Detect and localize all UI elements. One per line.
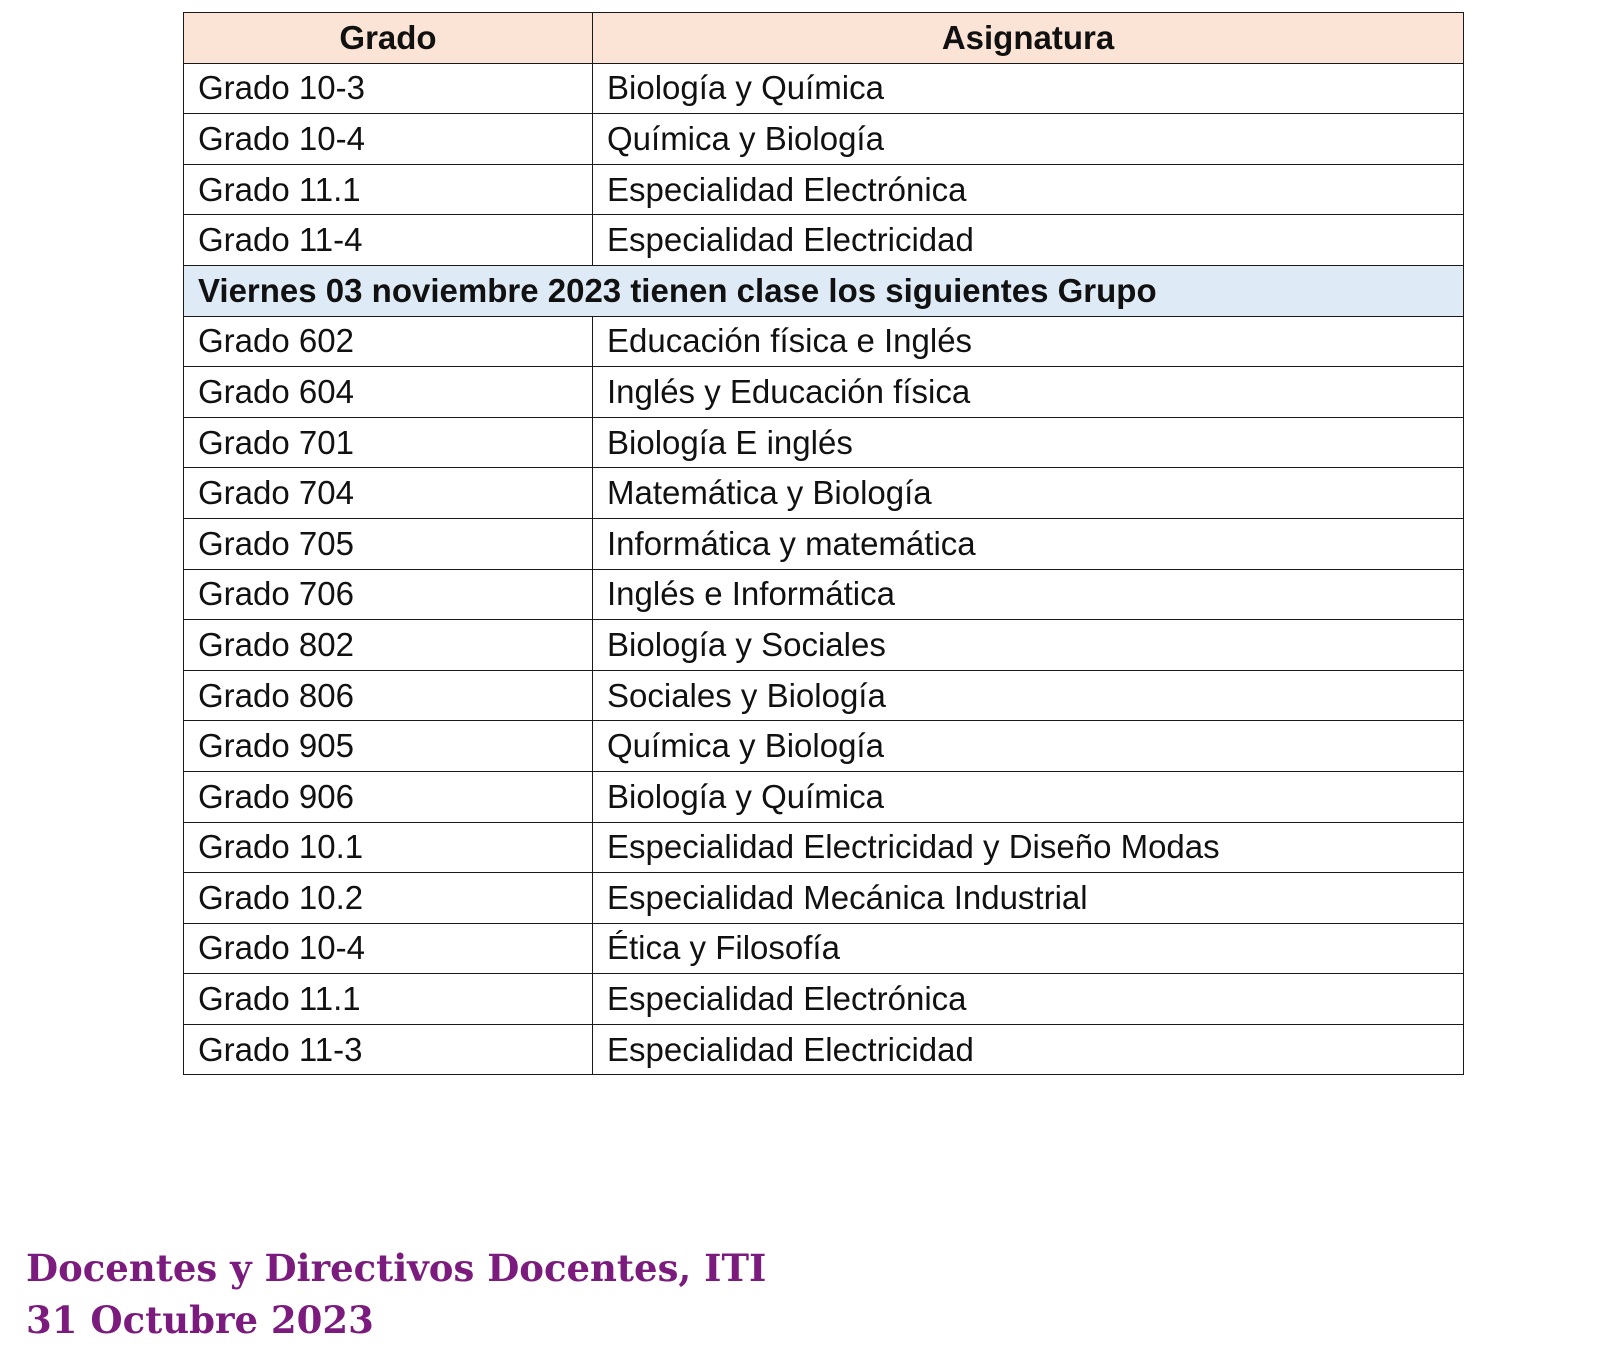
table-header-row bbox=[184, 13, 1464, 64]
asignatura-cell: Educación física e Inglés bbox=[593, 316, 1464, 367]
grado-cell: Grado 604 bbox=[184, 367, 593, 418]
grado-cell: Grado 706 bbox=[184, 569, 593, 620]
asignatura-cell: Biología y Química bbox=[593, 63, 1464, 114]
grado-cell: Grado 11-3 bbox=[184, 1024, 593, 1075]
table-row bbox=[184, 468, 1464, 519]
table-row bbox=[184, 771, 1464, 822]
grado-cell: Grado 906 bbox=[184, 771, 593, 822]
asignatura-cell: Sociales y Biología bbox=[593, 670, 1464, 721]
footer-signature: Docentes y Directivos Docentes, ITI bbox=[26, 1246, 767, 1290]
table-row bbox=[184, 367, 1464, 418]
table-row bbox=[184, 215, 1464, 266]
asignatura-cell: Biología E inglés bbox=[593, 417, 1464, 468]
grado-cell: Grado 11.1 bbox=[184, 164, 593, 215]
column-header-asignatura: Asignatura bbox=[593, 13, 1464, 64]
section-row bbox=[184, 265, 1464, 316]
asignatura-cell: Química y Biología bbox=[593, 721, 1464, 772]
asignatura-cell: Especialidad Electricidad y Diseño Modas bbox=[593, 822, 1464, 873]
asignatura-cell: Especialidad Electrónica bbox=[593, 974, 1464, 1025]
asignatura-cell: Biología y Sociales bbox=[593, 620, 1464, 671]
footer-date: 31 Octubre 2023 bbox=[26, 1298, 374, 1342]
table-row bbox=[184, 316, 1464, 367]
grado-cell: Grado 10-4 bbox=[184, 923, 593, 974]
grado-cell: Grado 705 bbox=[184, 518, 593, 569]
table-row bbox=[184, 620, 1464, 671]
grado-cell: Grado 11-4 bbox=[184, 215, 593, 266]
asignatura-cell: Inglés y Educación física bbox=[593, 367, 1464, 418]
table-row bbox=[184, 417, 1464, 468]
asignatura-cell: Informática y matemática bbox=[593, 518, 1464, 569]
section-title: Viernes 03 noviembre 2023 tienen clase los siguientes Grupo bbox=[184, 265, 1464, 316]
grado-cell: Grado 11.1 bbox=[184, 974, 593, 1025]
asignatura-cell: Especialidad Electrónica bbox=[593, 164, 1464, 215]
table-row bbox=[184, 63, 1464, 114]
asignatura-cell: Especialidad Electricidad bbox=[593, 1024, 1464, 1075]
table-row bbox=[184, 114, 1464, 165]
table-row bbox=[184, 974, 1464, 1025]
column-header-grado: Grado bbox=[184, 13, 593, 64]
grado-cell: Grado 802 bbox=[184, 620, 593, 671]
table-row bbox=[184, 721, 1464, 772]
asignatura-cell: Química y Biología bbox=[593, 114, 1464, 165]
grado-cell: Grado 10-4 bbox=[184, 114, 593, 165]
asignatura-cell: Inglés e Informática bbox=[593, 569, 1464, 620]
schedule-table bbox=[183, 12, 1464, 1075]
grado-cell: Grado 701 bbox=[184, 417, 593, 468]
table-row bbox=[184, 518, 1464, 569]
asignatura-cell: Especialidad Mecánica Industrial bbox=[593, 873, 1464, 924]
table-row bbox=[184, 923, 1464, 974]
table-row bbox=[184, 164, 1464, 215]
asignatura-cell: Ética y Filosofía bbox=[593, 923, 1464, 974]
asignatura-cell: Especialidad Electricidad bbox=[593, 215, 1464, 266]
asignatura-cell: Biología y Química bbox=[593, 771, 1464, 822]
grado-cell: Grado 905 bbox=[184, 721, 593, 772]
table-row bbox=[184, 873, 1464, 924]
table-row bbox=[184, 1024, 1464, 1075]
grado-cell: Grado 704 bbox=[184, 468, 593, 519]
grado-cell: Grado 602 bbox=[184, 316, 593, 367]
grado-cell: Grado 10.2 bbox=[184, 873, 593, 924]
grado-cell: Grado 10-3 bbox=[184, 63, 593, 114]
grado-cell: Grado 806 bbox=[184, 670, 593, 721]
grado-cell: Grado 10.1 bbox=[184, 822, 593, 873]
asignatura-cell: Matemática y Biología bbox=[593, 468, 1464, 519]
table-row bbox=[184, 569, 1464, 620]
table-row bbox=[184, 670, 1464, 721]
table-row bbox=[184, 822, 1464, 873]
